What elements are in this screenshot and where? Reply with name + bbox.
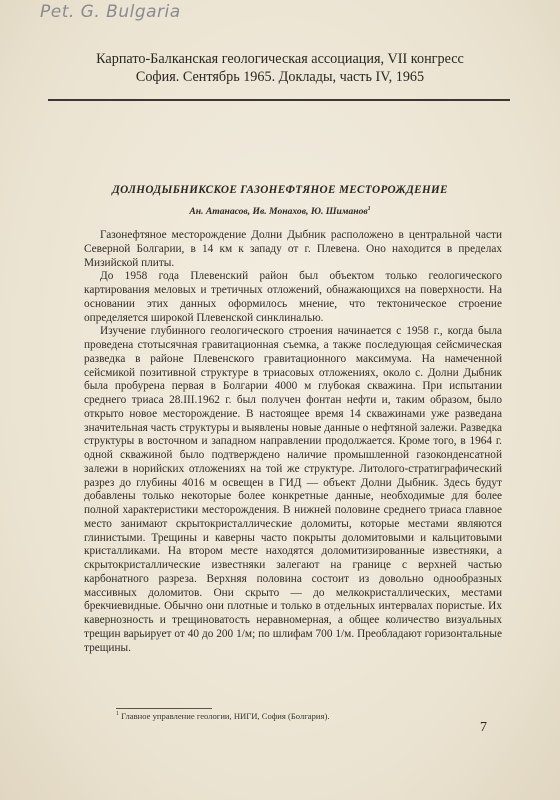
footnote-text: Главное управление геологии, НИГИ, София (Болгария). [121,711,330,721]
footnote [116,711,496,721]
article-title: ДОЛНОДЫБНИКСКОЕ ГАЗОНЕФТЯНОЕ МЕСТОРОЖДЕНИЕ [112,184,448,196]
page-number: 7 [480,720,487,735]
header-rule [48,99,510,101]
handwritten-note: Pet. G. Bulgaria [40,2,181,22]
article-body [84,229,502,655]
paragraph: До 1958 года Плевенский район был объектом только геологического картирования меловых и третичных отложений, обнажающихся на поверхности. На основании этих данных оформилось мнение, что тектоническое строение определяется широкой Плевенской синклиналью. [84,270,502,324]
header-line-1: Карпато-Балканская геологическая ассоциация, VII конгресс [96,51,464,67]
header-line-2: София. Сентябрь 1965. Доклады, часть IV, 1965 [135,69,425,85]
author-names: Ан. Атанасов, Ив. Монахов, Ю. Шиманов [189,206,368,218]
journal-header [40,50,520,86]
author-footnote-mark: 1 [367,206,371,212]
paragraph: Изучение глубинного геологического строения начинается с 1958 г., когда была проведена стотысячная гравитационная съемка, а также последующая сейсмическая разведка в районе Плевенского гравитационного максимума. На намеченной сейсмикой позитивной структуре в триасовых отложениях, около с. Долни Дыбник была пробурена первая в Болгарии 4000 м глубокая скважина. При испытании среднего триаса 28.III.1962 г. был получен фонтан нефти и, таким образом, было открыто новое месторождение. В настоящее время 14 скважинами уже разведана значительная часть структуры и выявлены новые данные о нефтяной залежи. Разведка структуры в восточном и западном направлении продолжается. Кроме того, в 1964 г. одной скважиной было подтверждено наличие промышленной газоконденсатной залежи в норийских отложениях на той же структуре. Литолого-стратиграфический разрез до глубины 4016 м освещен в ГИД — объект Долни Дыбник. Здесь будут добавлены только некоторые более конкретные данные, необходимые для более полной характеристики месторождения. В нижней половине среднего триаса главное место занимают скрытокристаллические доломиты, которые местами являются глинистыми. Трещины и каверны часто покрыты доломитовыми и кальцитовыми кристалликами. На втором месте находятся доломитизированные известняки, а скрытокристаллические известняки залегают на границе с верхней частью карбонатного разреза. Верхняя половина состоит из довольно однообразных массивных доломитов. Они скрыто — до мелкокристаллических, местами брекчиевидные. Обычно они плотные и только в отдельных интервалах пористые. Их кавернозность и трещиноватость неравномерная, а общее количество визуальных трещин варьирует от 40 до 200 1/м; по шлифам 700 1/м. Преобладают горизонтальные трещины. [84,325,502,654]
footnote-mark: 1 [116,711,119,718]
authors-line [60,206,500,217]
paragraph: Газонефтяное месторождение Долни Дыбник расположено в центральной части Северной Болгарии, в 14 км к западу от г. Плевена. Оно находится в пределах Мизийской плиты. [84,229,502,269]
footnote-rule [116,708,212,709]
